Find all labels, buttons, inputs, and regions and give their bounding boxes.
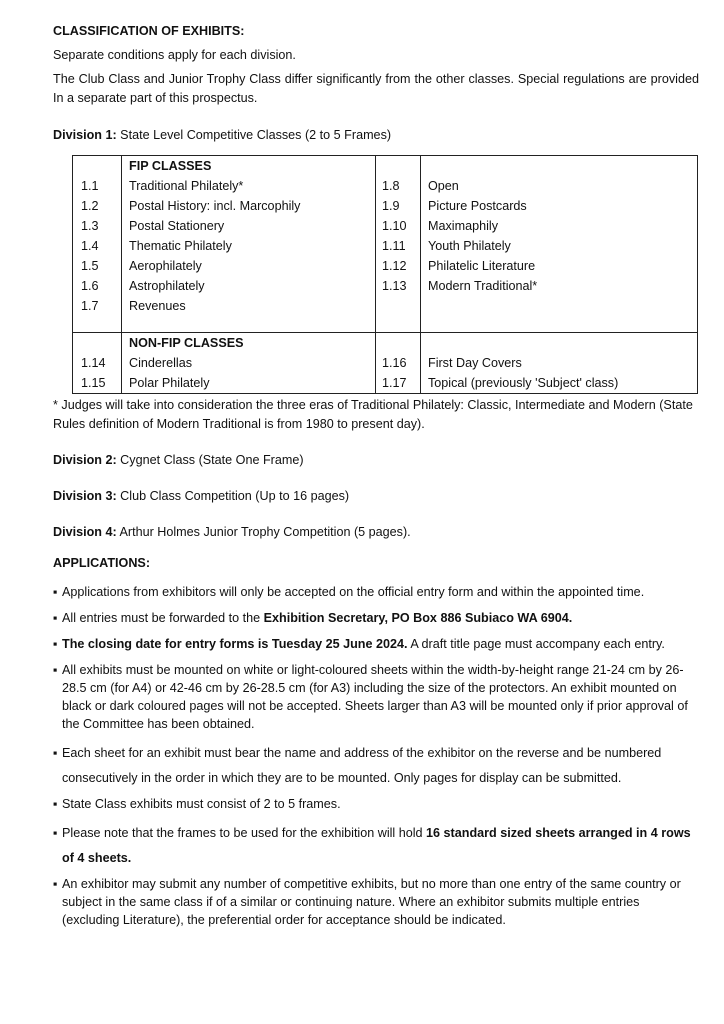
bullet-icon: ▪ bbox=[53, 877, 58, 891]
table-row bbox=[73, 373, 698, 394]
table-row bbox=[73, 276, 698, 296]
class-number: 1.4 bbox=[73, 236, 122, 256]
classification-heading: CLASSIFICATION OF EXHIBITS: bbox=[53, 24, 245, 38]
class-number: 1.7 bbox=[73, 296, 122, 316]
bullet-text-bold: Exhibition Secretary, PO Box 886 Subiaco WA 6904. bbox=[263, 611, 573, 625]
division-4-label: Division 4: bbox=[53, 525, 117, 539]
bullet-icon: ▪ bbox=[53, 663, 58, 677]
class-name: Revenues bbox=[122, 296, 376, 316]
class-name: First Day Covers bbox=[421, 353, 698, 373]
class-number: 1.2 bbox=[73, 196, 122, 216]
table-row bbox=[73, 176, 698, 196]
table-row bbox=[73, 156, 698, 177]
class-number: 1.8 bbox=[376, 176, 421, 196]
class-name: Maximaphily bbox=[421, 216, 698, 236]
class-name: Cinderellas bbox=[122, 353, 376, 373]
class-number: 1.10 bbox=[376, 216, 421, 236]
class-number: 1.15 bbox=[73, 373, 122, 394]
list-item bbox=[53, 609, 699, 627]
bullet-text: Each sheet for an exhibit must bear the name and address of the exhibitor on the reverse and be numbered consecutively in the order in which they are to be mounted. Only pages for display can be submitted. bbox=[62, 746, 662, 785]
bullet-icon: ▪ bbox=[53, 826, 58, 840]
list-item bbox=[53, 821, 699, 871]
class-name: Topical (previously 'Subject' class) bbox=[421, 373, 698, 394]
bullet-text: An exhibitor may submit any number of competitive exhibits, but no more than one entry of the same country or subject in the same class if of a similar or continuing nature. Where an exhibitor submits multiple entries (excluding Literature), the preferential order for acceptance should be indicated. bbox=[62, 877, 681, 927]
bullet-text-bold: The closing date for entry forms is Tuesday 25 June 2024. bbox=[62, 637, 408, 651]
table-row bbox=[73, 353, 698, 373]
bullet-icon: ▪ bbox=[53, 611, 58, 625]
bullet-text: All exhibits must be mounted on white or light-coloured sheets within the width-by-height range 21-24 cm by 26-28.5 cm (for A4) or 42-46 cm by 26-28.5 cm (for A3) including the size of the protectors. An exhibit mounted on black or dark coloured pages will not be accepted. Sheets larger than A3 will be mounted only if prior approval of the Committee has been obtained. bbox=[62, 663, 688, 731]
bullet-text: A draft title page must accompany each entry. bbox=[407, 637, 665, 651]
class-name: Philatelic Literature bbox=[421, 256, 698, 276]
class-name: Polar Philately bbox=[122, 373, 376, 394]
division-4-text: Arthur Holmes Junior Trophy Competition (5 pages). bbox=[116, 525, 411, 539]
classification-para-2: The Club Class and Junior Trophy Class differ significantly from the other classes. Special regulations are provided In a separate part of this prospectus. bbox=[53, 72, 699, 105]
class-number: 1.6 bbox=[73, 276, 122, 296]
division-1 bbox=[53, 126, 699, 145]
footnote: * Judges will take into consideration the three eras of Traditional Philately: Classic, Intermediate and Modern (State Rules definition of Modern Traditional is from 1980 to present day). bbox=[53, 398, 693, 431]
bullet-icon: ▪ bbox=[53, 637, 58, 651]
list-item bbox=[53, 635, 699, 653]
class-number: 1.13 bbox=[376, 276, 421, 296]
class-number: 1.12 bbox=[376, 256, 421, 276]
class-number: 1.5 bbox=[73, 256, 122, 276]
table-row bbox=[73, 256, 698, 276]
bullet-icon: ▪ bbox=[53, 746, 58, 760]
division-3 bbox=[53, 487, 699, 506]
table-row bbox=[73, 333, 698, 354]
division-4 bbox=[53, 523, 699, 542]
fip-heading: FIP CLASSES bbox=[122, 156, 376, 177]
table-row bbox=[73, 236, 698, 256]
table-row bbox=[73, 316, 698, 333]
list-item bbox=[53, 661, 699, 733]
table-row bbox=[73, 216, 698, 236]
class-number: 1.17 bbox=[376, 373, 421, 394]
class-number: 1.16 bbox=[376, 353, 421, 373]
class-name: Aerophilately bbox=[122, 256, 376, 276]
prospectus-page bbox=[53, 22, 699, 937]
nonfip-heading: NON-FIP CLASSES bbox=[122, 333, 376, 354]
applications-heading: APPLICATIONS: bbox=[53, 556, 151, 570]
division-3-label: Division 3: bbox=[53, 489, 117, 503]
class-name: Youth Philately bbox=[421, 236, 698, 256]
table-row bbox=[73, 296, 698, 316]
bullet-text: State Class exhibits must consist of 2 to 5 frames. bbox=[62, 797, 341, 811]
class-number: 1.14 bbox=[73, 353, 122, 373]
class-name: Postal History: incl. Marcophily bbox=[122, 196, 376, 216]
class-number: 1.9 bbox=[376, 196, 421, 216]
division-2-text: Cygnet Class (State One Frame) bbox=[116, 453, 304, 467]
class-name: Modern Traditional* bbox=[421, 276, 698, 296]
bullet-icon: ▪ bbox=[53, 585, 58, 599]
division-1-text: State Level Competitive Classes (2 to 5 Frames) bbox=[116, 128, 392, 142]
list-item bbox=[53, 875, 699, 929]
division-2 bbox=[53, 451, 699, 470]
classes-table bbox=[72, 155, 698, 394]
class-name: Thematic Philately bbox=[122, 236, 376, 256]
class-name: Picture Postcards bbox=[421, 196, 698, 216]
division-2-label: Division 2: bbox=[53, 453, 117, 467]
class-number: 1.1 bbox=[73, 176, 122, 196]
bullet-icon: ▪ bbox=[53, 797, 58, 811]
bullet-text: Applications from exhibitors will only be accepted on the official entry form and within the appointed time. bbox=[62, 585, 645, 599]
class-name: Traditional Philately* bbox=[122, 176, 376, 196]
table-row bbox=[73, 196, 698, 216]
class-name: Open bbox=[421, 176, 698, 196]
applications-list bbox=[53, 583, 699, 929]
class-number: 1.11 bbox=[376, 236, 421, 256]
division-1-label: Division 1: bbox=[53, 128, 117, 142]
class-name: Postal Stationery bbox=[122, 216, 376, 236]
classification-para-1: Separate conditions apply for each division. bbox=[53, 48, 296, 62]
class-name: Astrophilately bbox=[122, 276, 376, 296]
bullet-text-bold: 16 standard sized sheets arranged in 4 rows of 4 sheets. bbox=[62, 826, 691, 865]
bullet-text: All entries must be forwarded to the bbox=[62, 611, 264, 625]
list-item bbox=[53, 795, 699, 813]
division-3-text: Club Class Competition (Up to 16 pages) bbox=[116, 489, 350, 503]
class-number: 1.3 bbox=[73, 216, 122, 236]
list-item bbox=[53, 583, 699, 601]
bullet-text: Please note that the frames to be used for the exhibition will hold bbox=[62, 826, 427, 840]
list-item bbox=[53, 741, 699, 791]
